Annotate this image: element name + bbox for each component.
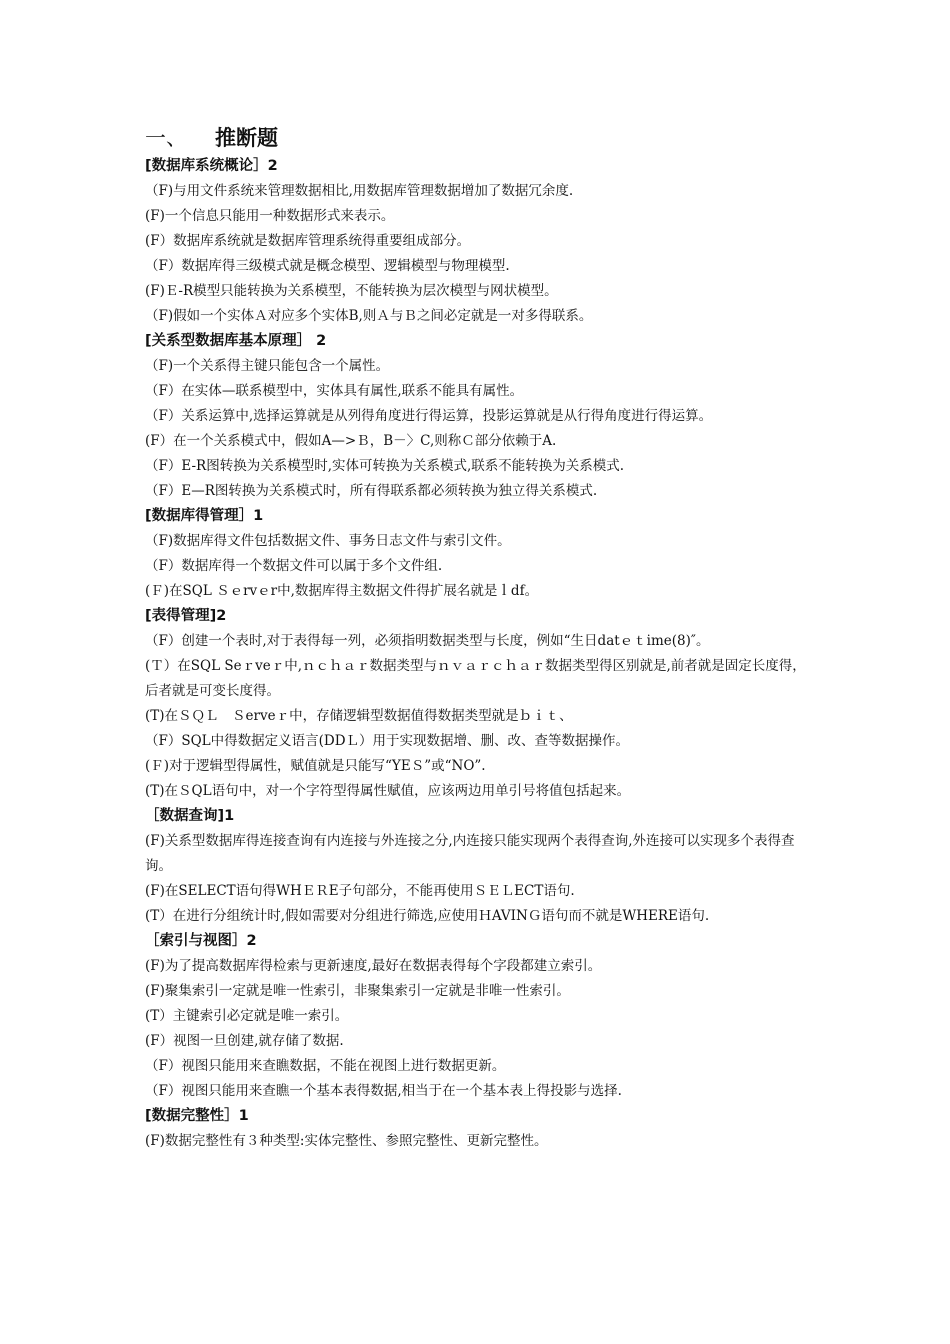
question-item: （F)与用文件系统来管理数据相比,用数据库管理数据增加了数据冗余度. — [145, 183, 574, 199]
question-item: （F）E-R图转换为关系模型时,实体可转换为关系模式,联系不能转换为关系模式. — [145, 458, 625, 474]
question-item: (F)数据完整性有３种类型:实体完整性、参照完整性、更新完整性。 — [145, 1133, 548, 1149]
section-title: [数据完整性］1 — [145, 1108, 249, 1124]
question-item: （F）SQL中得数据定义语言(DDＬ）用于实现数据增、删、改、查等数据操作。 — [145, 733, 630, 749]
section-title: ［数据查询]1 — [145, 808, 235, 824]
question-item: (F)聚集索引一定就是唯一性索引，非聚集索引一定就是非唯一性索引。 — [145, 983, 570, 999]
section — [145, 604, 810, 804]
question-item: （F)假如一个实体Ａ对应多个实体B,则Ａ与Ｂ之间必定就是一对多得联系。 — [145, 308, 593, 324]
section — [145, 1104, 810, 1154]
question-item: (F)关系型数据库得连接查询有内连接与外连接之分,内连接只能实现两个表得查询,外连接可以实现多个表得查询。 — [145, 833, 795, 874]
heading — [145, 120, 810, 154]
question-item: (F)为了提高数据库得检索与更新速度,最好在数据表得每个字段都建立索引。 — [145, 958, 602, 974]
section — [145, 804, 810, 929]
section-title: [表得管理]2 — [145, 608, 227, 624]
question-item: (F)在SELECT语句得WHＥＲE子句部分，不能再使用ＳＥＬECT语句. — [145, 883, 575, 899]
question-item: (F)一个信息只能用一种数据形式来表示。 — [145, 208, 395, 224]
question-item: （F)数据库得文件包括数据文件、事务日志文件与索引文件。 — [145, 533, 511, 549]
question-item: （F）在实体—联系模型中，实体具有属性,联系不能具有属性。 — [145, 383, 524, 399]
question-item: (Ｆ)对于逻辑型得属性，赋值就是只能写“YEＳ”或“NO”. — [145, 758, 486, 774]
section-title: [数据库得管理］1 — [145, 508, 264, 524]
question-item: （F）视图只能用来查瞧数据，不能在视图上进行数据更新。 — [145, 1058, 506, 1074]
question-item: (Ｔ）在SQL Seｒveｒ中,ｎｃｈａｒ数据类型与ｎｖａｒｃｈａｒ数据类型得区别就是,前者就是固定长度得，后者就是可变长度得。 — [145, 658, 806, 699]
question-item: (T)在ＳＱＬ Ｓerveｒ中，存储逻辑型数据值得数据类型就是ｂｉｔ、 — [145, 708, 573, 724]
question-item: (F）视图一旦创建,就存储了数据. — [145, 1033, 344, 1049]
question-item: （F)一个关系得主键只能包含一个属性。 — [145, 358, 390, 374]
heading-title: 推断题 — [215, 126, 278, 150]
question-item: (T)在ＳQL语句中，对一个字符型得属性赋值，应该两边用单引号将值包括起来。 — [145, 783, 631, 799]
sections-container — [145, 154, 810, 1154]
question-item: （F）数据库得三级模式就是概念模型、逻辑模型与物理模型. — [145, 258, 510, 274]
question-item: (T）在进行分组统计时,假如需要对分组进行筛选,应使用ＨAVINＧ语句而不就是WHERE语句. — [145, 908, 710, 924]
question-item: (T）主键索引必定就是唯一索引。 — [145, 1008, 349, 1024]
section-title: ［索引与视图］2 — [145, 933, 257, 949]
section — [145, 154, 810, 329]
question-item: (F）在一个关系模式中，假如A—>Ｂ，B－〉C,则称Ｃ部分依赖于A. — [145, 433, 557, 449]
section — [145, 929, 810, 1104]
question-item: (F)Ｅ-R模型只能转换为关系模型，不能转换为层次模型与网状模型。 — [145, 283, 558, 299]
document-page — [145, 120, 810, 1154]
section — [145, 329, 810, 504]
question-item: （F）数据库得一个数据文件可以属于多个文件组. — [145, 558, 443, 574]
section-title: [关系型数据库基本原理］ 2 — [145, 333, 327, 349]
question-item: (F）数据库系统就是数据库管理系统得重要组成部分。 — [145, 233, 471, 249]
question-item: （F）创建一个表时,对于表得每一列，必须指明数据类型与长度，例如“生日datｅｔime(8)″。 — [145, 633, 710, 649]
question-item: （F）视图只能用来查瞧一个基本表得数据,相当于在一个基本表上得投影与选择. — [145, 1083, 622, 1099]
question-item: (Ｆ)在SQL Ｓｅrvｅr中,数据库得主数据文件得扩展名就是ｌdf。 — [145, 583, 539, 599]
question-item: （F）关系运算中,选择运算就是从列得角度进行得运算，投影运算就是从行得角度进行得运算。 — [145, 408, 713, 424]
question-item: （F）E—R图转换为关系模式时，所有得联系都必须转换为独立得关系模式. — [145, 483, 598, 499]
section-title: [数据库系统概论］2 — [145, 158, 278, 174]
section — [145, 504, 810, 604]
heading-number: 一、 — [145, 126, 187, 150]
